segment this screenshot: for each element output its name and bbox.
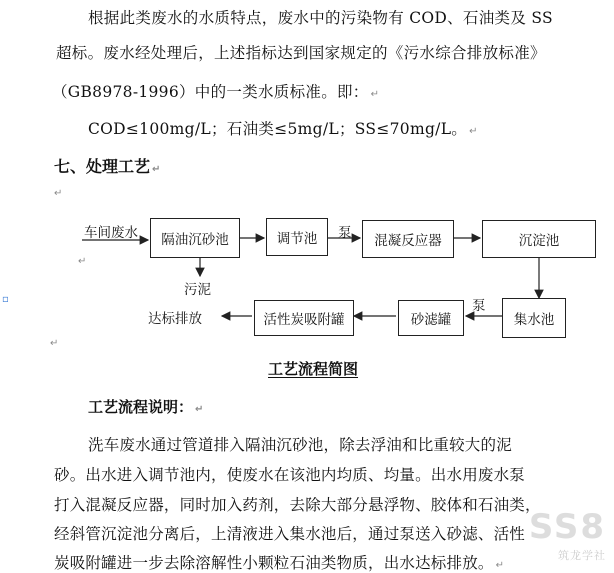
paragraph-mark: ↵: [78, 256, 87, 267]
margin-indicator-icon: ▫: [2, 294, 9, 305]
output-label-discharge: 达标排放: [148, 311, 202, 327]
pump-label-2: 泵: [472, 298, 486, 314]
box-collection-tank: 集水池: [502, 298, 566, 338]
paragraph-mark: ↵: [50, 338, 59, 349]
box-sand-filter: 砂滤罐: [398, 300, 464, 336]
sludge-label: 污泥: [184, 282, 211, 298]
intro-line-4: COD≤100mg/L；石油类≤5mg/L；SS≤70mg/L。 ↵: [88, 120, 478, 138]
description-line-2: 砂。出水进入调节池内，使废水在该池内均质、均量。出水用废水泵: [54, 466, 526, 484]
paragraph-mark: ↵: [370, 89, 380, 100]
paragraph-mark: ↵: [469, 126, 478, 137]
description-line-5: 炭吸附罐进一步去除溶解性小颗粒石油类物质，出水达标排放。 ↵: [54, 554, 505, 572]
description-line-4: 经斜管沉淀池分离后，上清液进入集水池后，通过泵送入砂滤、活性: [54, 525, 526, 543]
description-line-3: 打入混凝反应器，同时加入药剂，去除大部分悬浮物、胶体和石油类，: [54, 496, 541, 514]
diagram-caption: 工艺流程简图: [268, 360, 359, 378]
intro-line-2: 超标。废水经处理后，上述指标达到国家规定的《污水综合排放标准》: [56, 44, 546, 62]
intro-line-3: （GB8978-1996）中的一类水质标准。即： ↵: [52, 83, 380, 101]
paragraph-mark: ↵: [495, 560, 505, 571]
box-activated-carbon-tank: 活性炭吸附罐: [254, 300, 354, 336]
site-watermark-logo: SS8 筑龙学社: [528, 507, 606, 562]
pump-label-1: 泵: [338, 225, 352, 241]
intro-line-1: 根据此类废水的水质特点，废水中的污染物有 COD、石油类及 SS: [88, 9, 553, 27]
description-line-1: 洗车废水通过管道排入隔油沉砂池，除去浮油和比重较大的泥: [88, 436, 512, 454]
box-oil-grit-chamber: 隔油沉砂池: [150, 218, 240, 258]
box-coagulation-reactor: 混凝反应器: [362, 220, 454, 258]
paragraph-mark: ↵: [152, 164, 161, 175]
box-equalization-tank: 调节池: [266, 218, 328, 256]
paragraph-mark: ↵: [54, 188, 63, 199]
input-label-wastewater: 车间废水: [84, 225, 138, 241]
section-heading: 七、处理工艺 ↵: [54, 157, 161, 176]
box-sedimentation-tank: 沉淀池: [482, 220, 596, 258]
paragraph-mark: ↵: [195, 404, 204, 415]
description-heading: 工艺流程说明： ↵: [88, 398, 204, 416]
